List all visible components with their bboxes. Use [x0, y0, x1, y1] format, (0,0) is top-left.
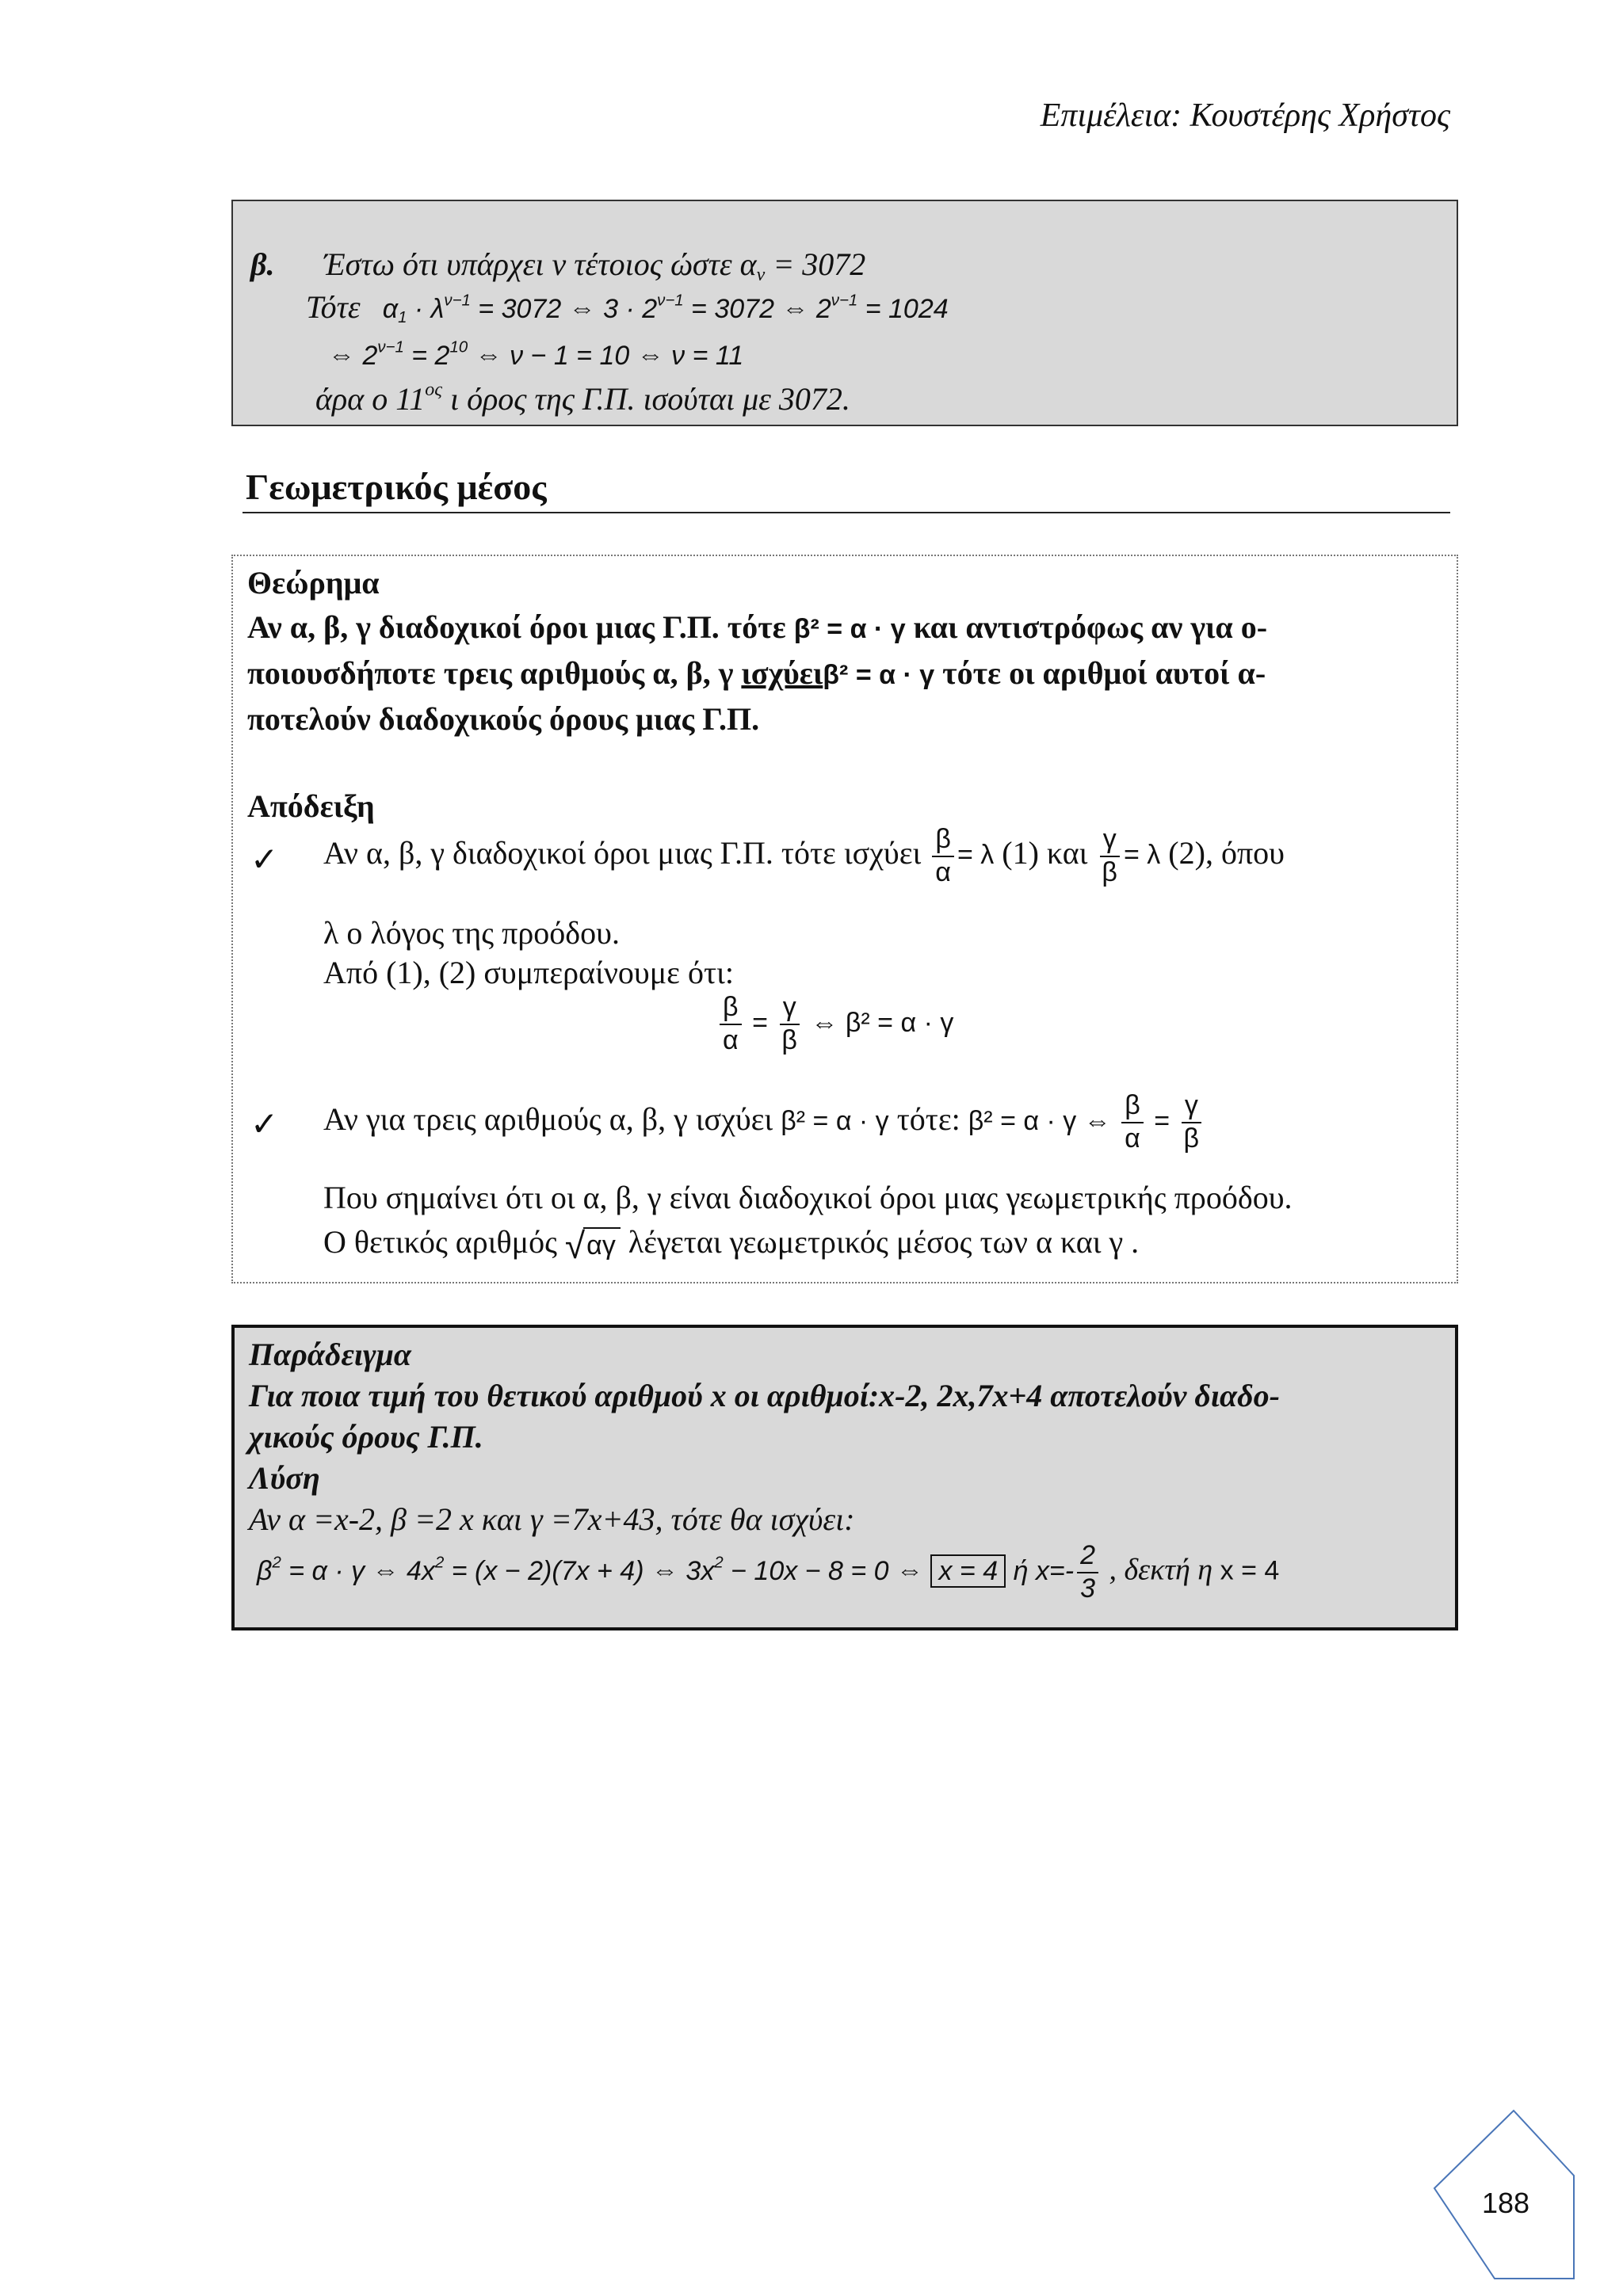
proof-line-2: λ ο λόγος της προόδου.: [323, 915, 620, 951]
sqrt-symbol: √ αγ: [565, 1227, 621, 1264]
example-b-label: β.: [250, 246, 275, 282]
example-b-conclusion: άρα ο $11^{o\varsigma}$ ι όρος της Γ.Π. ισούται με 3072.: [315, 379, 850, 417]
proof-line-4: Αν για τρεις αριθμούς α, β, γ ισχύει β² = α · γ τότε: β² = α · γ ⇔ $\frac{\beta}{\alpha}$ = $\frac{\gamma}{\beta}$: [323, 1092, 1205, 1153]
example-b-intro: β. Έστω ότι υπάρχει ν τέτοιος ώστε $\alpha_\nu = 3072$: [250, 246, 866, 286]
example-title: Παράδειγμα: [249, 1337, 411, 1372]
section-rule: [242, 512, 1450, 513]
solution-title: Λύση: [249, 1460, 320, 1496]
proof-line-5: Που σημαίνει ότι οι α, β, γ είναι διαδοχικοί όροι μιας γεωμετρικής προόδου.: [323, 1180, 1293, 1215]
example-question-1: Για ποια τιμή του θετικού αριθμού x οι αριθμοί:x-2, 2x,7x+4 αποτελούν διαδο-: [249, 1378, 1280, 1413]
example-b-eq1: Τότε $\alpha_1 \cdot \lambda^{\nu-1} = 3072$ ⇔ $3 \cdot 2^{\nu-1} = 3072$ ⇔ $2^{\nu-1} = 1024$: [306, 289, 949, 327]
example-b-box: [231, 200, 1458, 426]
fraction-two-thirds: $\frac{2}{3}$: [1077, 1542, 1098, 1603]
proof-line-6: Ο θετικός αριθμός √ αγ λέγεται γεωμετρικός μέσος των α και γ .: [323, 1224, 1140, 1266]
checkmark-icon: ✓: [250, 840, 279, 879]
fraction-beta-alpha-3: $\frac{\beta}{\alpha}$: [1121, 1092, 1144, 1153]
fraction-beta-alpha-2: $\frac{\beta}{\alpha}$: [720, 994, 742, 1055]
theorem-line-2: ποιουσδήποτε τρεις αριθμούς α, β, γ ισχύειβ² = α · γ τότε οι αριθμοί αυτοί α-: [247, 655, 1266, 691]
fraction-gamma-beta: $\frac{\gamma}{\beta}$: [1098, 826, 1121, 887]
example-question-2: χικούς όρους Γ.Π.: [249, 1419, 483, 1455]
theorem-box: [231, 555, 1458, 1283]
page-number: 188: [1481, 2187, 1530, 2219]
proof-title: Απόδειξη: [247, 788, 375, 824]
boxed-answer: x = 4: [930, 1554, 1006, 1588]
solution-equation: $\beta^2 = \alpha \cdot \gamma$ ⇔ $4x^2 = (x - 2)(7x + 4)$ ⇔ $3x^2 - 10x - 8 = 0$ ⇔ x = 4 ή x=- $\frac{2}{3}$ , δεκτή η x = 4: [257, 1540, 1280, 1604]
proof-equation-1: $\frac{\beta}{\alpha}$ = $\frac{\gamma}{\beta}$ ⇔ β² = α · γ: [716, 994, 953, 1055]
section-title: Γεωμετρικός μέσος: [246, 467, 547, 507]
running-header: Επιμέλεια: Κουστέρης Χρήστος: [1040, 97, 1450, 134]
page-number-badge: [1426, 2107, 1585, 2296]
proof-line-1: Αν α, β, γ διαδοχικοί όροι μιας Γ.Π. τότε ισχύει $\frac{\beta}{\alpha}$ = λ (1) και $\frac{\gamma}{\beta}$ = λ (2), όπου: [323, 824, 1285, 887]
example-b-eq2: ⇔ $2^{\nu-1} = 2^{10}$ ⇔ ν − 1 = 10 ⇔ ν = 11: [328, 338, 744, 371]
proof-line-3: Από (1), (2) συμπεραίνουμε ότι:: [323, 955, 734, 990]
theorem-line-3: ποτελούν διαδοχικούς όρους μιας Γ.Π.: [247, 701, 760, 737]
fraction-gamma-beta-2: $\frac{\gamma}{\beta}$: [778, 994, 800, 1055]
theorem-line-1: Αν α, β, γ διαδοχικοί όροι μιας Γ.Π. τότε β² = α · γ και αντιστρόφως αν για ο-: [247, 609, 1268, 645]
solution-line-1: Αν α =x-2, β =2 x και γ =7x+43, τότε θα ισχύει:: [249, 1501, 855, 1537]
fraction-beta-alpha: $\frac{\beta}{\alpha}$: [932, 826, 954, 887]
theorem-title: Θεώρημα: [247, 565, 380, 601]
checkmark-icon: ✓: [250, 1104, 279, 1143]
fraction-gamma-beta-3: $\frac{\gamma}{\beta}$: [1181, 1092, 1203, 1153]
example-box: [231, 1325, 1458, 1630]
